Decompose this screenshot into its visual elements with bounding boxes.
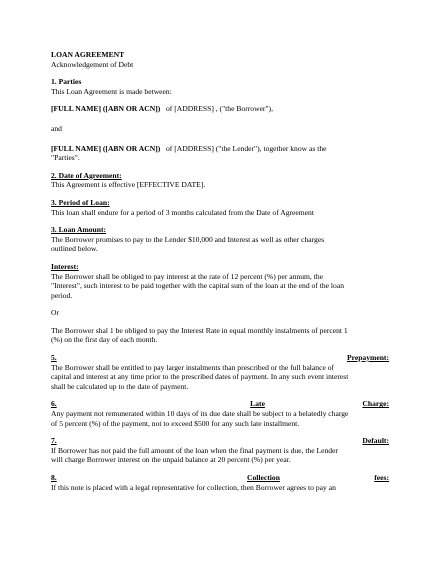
collection-title-left: Collection bbox=[247, 473, 280, 482]
interest-line-2: "Interest", such interest to be paid together with the capital sum of the loan at the end of the loan bbox=[51, 281, 344, 291]
collection-heading bbox=[51, 473, 389, 483]
late-number: 6. bbox=[51, 399, 57, 409]
amount-heading: 3. Loan Amount: bbox=[51, 225, 107, 235]
prepayment-number: 5. bbox=[51, 353, 57, 363]
default-line-1: If Borrower has not paid the full amount of the loan when the final payment is due, the Lender bbox=[51, 445, 339, 455]
prepayment-line-3: shall be calculated up to the date of payment. bbox=[51, 381, 189, 391]
late-title-right: Charge: bbox=[362, 399, 389, 409]
date-text: This Agreement is effective [EFFECTIVE DATE]. bbox=[51, 180, 206, 190]
default-number: 7. bbox=[51, 436, 57, 446]
default-heading bbox=[51, 436, 389, 446]
late-heading bbox=[51, 399, 389, 409]
period-text: This loan shall endure for a period of 3 months calculated from the Date of Agreement bbox=[51, 207, 314, 217]
prepayment-heading bbox=[51, 353, 389, 363]
interest-line-1: The Borrower shall be obliged to pay interest at the rate of 12 percent (%) per annum, the bbox=[51, 271, 324, 281]
borrower-details: of [ADDRESS] , ("the Borrower"), bbox=[165, 104, 273, 114]
default-title: Default: bbox=[362, 436, 389, 446]
interest-heading: Interest: bbox=[51, 261, 79, 271]
late-line-2: of 5 percent (%) of the payment, not to exceed $500 for any such late installment. bbox=[51, 418, 300, 428]
amount-line-1: The Borrower promises to pay to the Lender $10,000 and Interest as well as other charges bbox=[51, 234, 325, 244]
lender-details: of [ADDRESS] ("the Lender"), together know as the bbox=[165, 143, 327, 153]
collection-title-right: fees: bbox=[374, 473, 389, 482]
parties-heading: 1. Parties bbox=[51, 77, 82, 87]
prepayment-line-2: capital and interest at any time prior to the prescribed dates of payment. In any such event interest bbox=[51, 372, 349, 382]
loan-agreement-body bbox=[51, 50, 389, 492]
collection-line-1: If this note is placed with a legal representative for collection, then Borrower agrees to pay an bbox=[51, 482, 336, 492]
borrower-line bbox=[51, 104, 389, 114]
interest-or: Or bbox=[51, 308, 60, 318]
period-heading: 3. Period of Loan: bbox=[51, 197, 110, 207]
interest-alt-line-1: The Borrower shal 1 be obliged to pay the Interest Rate in equal monthly instalments of percent 1 bbox=[51, 325, 348, 335]
interest-line-3: period. bbox=[51, 290, 73, 300]
and-text: and bbox=[51, 123, 62, 133]
lender-details-cont: "Parties". bbox=[51, 153, 80, 163]
prepayment-title: Prepayment: bbox=[346, 353, 389, 363]
borrower-name: [FULL NAME] ([ABN OR ACN]) bbox=[51, 104, 161, 114]
document-title: LOAN AGREEMENT bbox=[51, 50, 125, 59]
interest-alt-line-2: (%) on the first day of each month. bbox=[51, 335, 158, 345]
lender-line bbox=[51, 144, 389, 154]
parties-intro: This Loan Agreement is made between: bbox=[51, 86, 172, 96]
date-heading: 2. Date of Agreement: bbox=[51, 170, 122, 180]
late-line-1: Any payment not remunerated within 10 days of its due date shall be subject to a belatedly charge bbox=[51, 409, 349, 419]
amount-line-2: outlined below. bbox=[51, 244, 98, 254]
collection-number: 8. bbox=[51, 473, 57, 482]
document-subtitle: Acknowledgement of Debt bbox=[51, 59, 134, 69]
default-line-2: will charge Borrower interest on the unpaid balance at 20 percent (%) per year. bbox=[51, 455, 291, 465]
prepayment-line-1: The Borrower shall be entitled to pay larger instalments than prescribed or the full balance of bbox=[51, 362, 335, 372]
late-title-left: Late bbox=[250, 399, 265, 409]
lender-name: [FULL NAME] ([ABN OR ACN]) bbox=[51, 143, 161, 153]
